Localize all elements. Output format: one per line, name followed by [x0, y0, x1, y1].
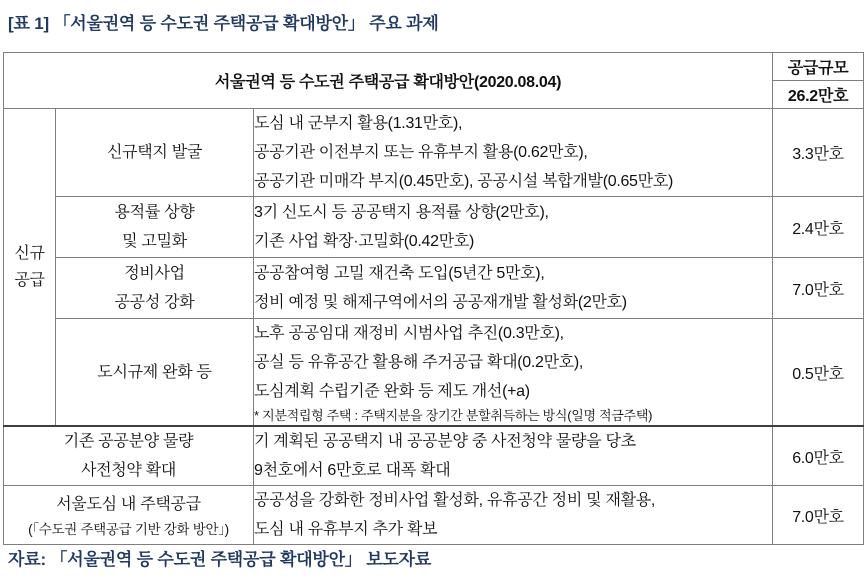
supply-total-cell: 26.2만호	[773, 81, 864, 109]
table-header-row-1	[4, 53, 864, 81]
content-line: 정비 예정 및 해제구역에서의 공공재개발 활성화(2만호)	[254, 294, 627, 311]
group-cell-new-supply	[4, 109, 56, 427]
content-cell	[254, 197, 773, 258]
content-line: 도심 내 유휴부지 추가 확보	[254, 521, 438, 538]
category-cell	[56, 109, 254, 197]
content-line: 3기 신도시 등 공공택지 용적률 상향(2만호),	[254, 204, 549, 221]
category-cell	[4, 426, 254, 486]
table-row	[4, 426, 864, 486]
content-line: 노후 공공임대 재정비 시범사업 추진(0.3만호),	[254, 325, 564, 342]
table-row	[4, 197, 864, 258]
content-cell	[254, 258, 773, 319]
page-title: [표 1] 「서울권역 등 수도권 주택공급 확대방안」 주요 과제	[8, 14, 439, 33]
category-label: 신규택지 발굴	[106, 144, 203, 161]
table-row	[4, 319, 864, 427]
supply-cell: 2.4만호	[773, 197, 864, 258]
content-line: 도심계획 수립기준 완화 등 제도 개선(+a)	[254, 383, 530, 400]
content-line: 9천호에서 6만호로 대폭 확대	[254, 462, 451, 479]
content-line: 공실 등 유휴공간 활용해 주거공급 확대(0.2만호),	[254, 354, 584, 371]
table-row	[4, 258, 864, 319]
content-line: 기존 사업 확장·고밀화(0.42만호)	[254, 233, 475, 250]
category-label: 공공성 강화	[114, 294, 195, 311]
supply-cell: 6.0만호	[773, 426, 864, 486]
category-cell	[56, 258, 254, 319]
supply-cell: 0.5만호	[773, 319, 864, 427]
content-cell	[254, 426, 773, 486]
content-line: 공공기관 이전부지 또는 유휴부지 활용(0.62만호),	[254, 144, 588, 161]
content-line: 공공기관 미매각 부지(0.45만호), 공공시설 복합개발(0.65만호)	[254, 173, 673, 190]
content-line: 도심 내 군부지 활용(1.31만호),	[254, 115, 463, 132]
housing-supply-table	[3, 52, 864, 545]
category-label: 및 고밀화	[122, 233, 187, 250]
footnote-line: * 지분적립형 주택 : 주택지분을 장기간 분할취득하는 방식(일명 적금주택)	[254, 408, 653, 423]
category-label: 서울도심 내 주택공급	[56, 495, 201, 513]
content-cell	[254, 109, 773, 197]
table-header-title: 서울권역 등 수도권 주택공급 확대방안(2020.08.04)	[4, 53, 773, 109]
content-cell	[254, 319, 773, 427]
table-row	[4, 109, 864, 197]
supply-cell: 3.3만호	[773, 109, 864, 197]
category-label: 기존 공공분양 물량	[63, 433, 194, 450]
group-line: 신규	[14, 245, 45, 262]
category-label: 정비사업	[124, 265, 185, 282]
supply-scale-header: 공급규모	[773, 53, 864, 81]
content-line: 공공성을 강화한 정비사업 활성화, 유휴공간 정비 및 재활용,	[254, 492, 656, 509]
supply-cell: 7.0만호	[773, 486, 864, 545]
category-cell	[4, 486, 254, 545]
content-cell	[254, 486, 773, 545]
group-line: 공급	[14, 272, 45, 289]
category-sublabel: (「수도권 주택공급 기반 강화 방안」)	[28, 521, 229, 537]
supply-cell: 7.0만호	[773, 258, 864, 319]
content-line: 기 계획된 공공택지 내 공공분양 중 사전청약 물량을 당초	[254, 433, 636, 450]
table-row	[4, 486, 864, 545]
category-label: 사전청약 확대	[80, 462, 177, 479]
category-cell	[56, 319, 254, 427]
category-label: 용적률 상향	[114, 204, 195, 221]
content-line: 공공참여형 고밀 재건축 도입(5년간 5만호),	[254, 265, 545, 282]
category-cell	[56, 197, 254, 258]
source-note: 자료: 「서울권역 등 수도권 주택공급 확대방안」 보도자료	[8, 550, 432, 569]
category-label: 도시규제 완화 등	[97, 363, 212, 381]
